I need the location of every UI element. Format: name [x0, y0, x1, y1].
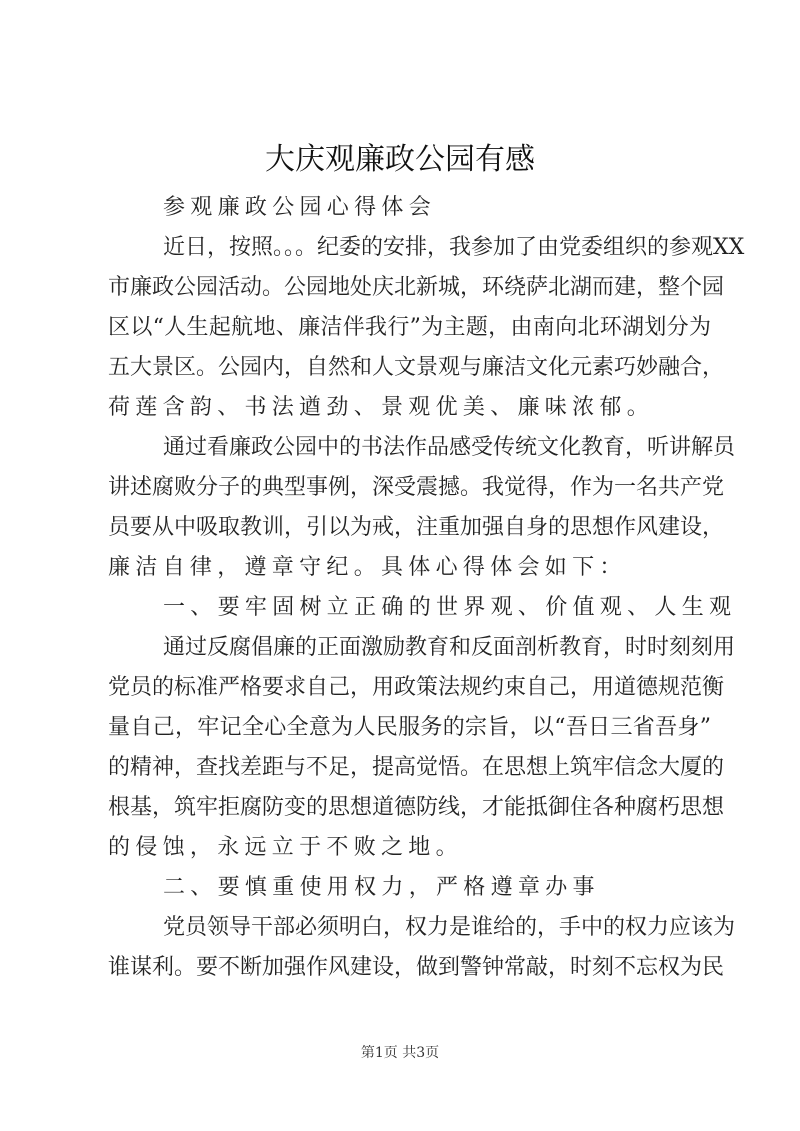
text-line: 量自己，牢记全心全意为人民服务的宗旨，以“吾日三省吾身” — [108, 715, 711, 740]
text-line: 二、要慎重使用权力，严格遵章办事 — [163, 875, 600, 900]
paragraph — [108, 628, 736, 868]
text-line: 五大景区。公园内，自然和人文景观与廉洁文化元素巧妙融合， — [108, 355, 725, 380]
text-line: 的精神，查找差距与不足，提高觉悟。在思想上筑牢信念大厦的 — [108, 755, 725, 780]
paragraph — [108, 188, 711, 228]
text-line: 荷莲含韵、书法遒劲、景观优美、廉味浓郁。 — [108, 395, 655, 420]
text-line: 区以“人生起航地、廉洁伴我行”为主题，由南向北环湖划分为 — [108, 315, 711, 340]
paragraph — [108, 428, 736, 588]
document-body — [108, 188, 745, 988]
text-line: 党员领导干部必须明白，权力是谁给的，手中的权力应该为 — [163, 915, 736, 940]
paragraph — [108, 868, 711, 908]
document-title: 大庆观廉政公园有感 — [265, 142, 535, 177]
text-line: 一、要牢固树立正确的世界观、价值观、人生观 — [163, 595, 737, 620]
page-footer: 第1页 共3页 — [360, 1045, 440, 1061]
text-line: 谁谋利。要不断加强作风建设，做到警钟常敲，时刻不忘权为民 — [108, 955, 725, 980]
text-line: 参观廉政公园心得体会 — [163, 195, 437, 220]
text-line: 通过反腐倡廉的正面激励教育和反面剖析教育，时时刻刻用 — [163, 635, 736, 660]
text-line: 的侵蚀，永远立于不败之地。 — [108, 835, 463, 860]
text-line: 党员的标准严格要求自己，用政策法规约束自己，用道德规范衡 — [108, 675, 725, 700]
text-line: 员要从中吸取教训，引以为戒，注重加强自身的思想作风建设， — [108, 515, 725, 540]
text-line: 近日，按照。。。纪委的安排，我参加了由党委组织的参观XX — [163, 235, 745, 260]
text-line: 市廉政公园活动。公园地处庆北新城，环绕萨北湖而建，整个园 — [108, 275, 725, 300]
text-line: 通过看廉政公园中的书法作品感受传统文化教育，听讲解员 — [163, 435, 736, 460]
text-line: 讲述腐败分子的典型事例，深受震撼。我觉得，作为一名共产党 — [108, 475, 725, 500]
text-line: 廉洁自律，遵章守纪。具体心得体会如下： — [108, 555, 627, 580]
text-line: 根基，筑牢拒腐防变的思想道德防线，才能抵御住各种腐朽思想 — [108, 795, 725, 820]
paragraph — [108, 588, 737, 628]
paragraph — [108, 908, 736, 988]
paragraph — [108, 228, 745, 428]
